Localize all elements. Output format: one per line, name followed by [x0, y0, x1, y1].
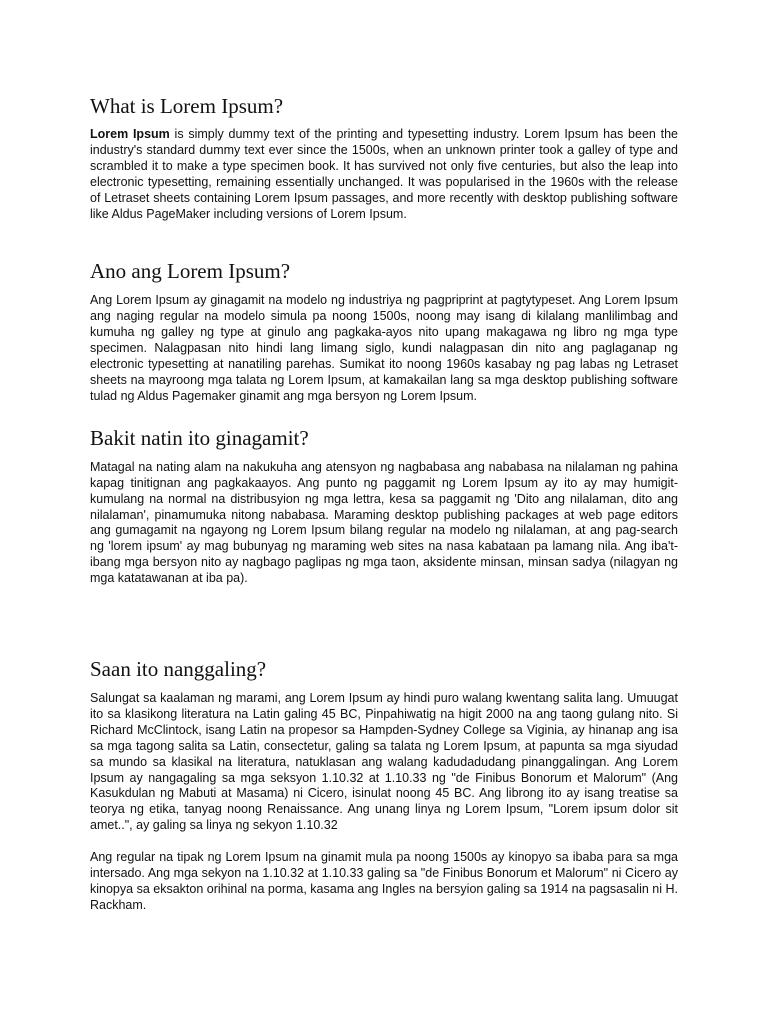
lead-bold-term: Lorem Ipsum: [90, 127, 170, 141]
section-paragraph-saan-ito-nanggaling: Salungat sa kaalaman ng marami, ang Lorem Ipsum ay hindi puro walang kwentang salita lang. Umuugat ito sa klasikong literatura na Latin galing 45 BC, Pinpahiwatig na higit 2000 na ang taong gulang nito. Si Richard McClintock, isang Latin na propesor sa Hampden-Sydney College sa Viginia, ay hinanap ang isa sa mga tagong salita sa Latin, consectetur, galing sa talata ng Lorem Ipsum, at papunta sa mga siyudad sa mundo sa klasikal na literatura, natuklasan ang walang kadudadudang pinanggalingan. Ang Lorem Ipsum ay nangagaling sa mga seksyon 1.10.32 at 1.10.33 ng "de Finibus Bonorum et Malorum" (Ang Kasukdulan ng Mabuti at Masama) ni Cicero, isinulat noong 45 BC. Ang librong ito ay isang treatise sa teorya ng etika, tanyag noong Renaissance. Ang unang linya ng Lorem Ipsum, "Lorem ipsum dolor sit amet..", ay galing sa linya ng sekyon 1.10.32: [90, 691, 678, 833]
document-page: [90, 0, 678, 914]
paragraph-body: is simply dummy text of the printing and typesetting industry. Lorem Ipsum has been the industry's standard dummy text ever since the 1500s, when an unknown printer took a galley of type and scrambled it to make a type specimen book. It has survived not only five centuries, but also the leap into electronic typesetting, remaining essentially unchanged. It was popularised in the 1960s with the release of Letraset sheets containing Lorem Ipsum passages, and more recently with desktop publishing software like Aldus PageMaker including versions of Lorem Ipsum.: [90, 127, 678, 221]
section-heading-bakit-natin-ito-ginagamit: Bakit natin ito ginagamit?: [90, 425, 309, 450]
section-paragraph-what-is-lorem-ipsum: [90, 127, 678, 222]
section-heading-what-is-lorem-ipsum: What is Lorem Ipsum?: [90, 94, 284, 118]
section-paragraph-bakit-natin-ito-ginagamit: Matagal na nating alam na nakukuha ang atensyon ng nagbabasa ang nababasa na nilalaman ng pahina kapag tinitignan ang pagkakaayos. Ang punto ng paggamit ng Lorem Ipsum ay ito ay may humigit-kumulang na normal na distribusyion ng mga lettra, kesa sa paggamit ng 'Dito ang nilalaman, dito ang nilalaman', pinamumuka nitong nababasa. Maraming desktop publishing packages at web page editors ang gumagamit na ngayong ng Lorem Ipsum bilang regular na modelo ng nilalaman, at ang pag-search ng 'lorem ipsum' ay mag bubunyag ng maraming web sites na nasa kabataan pa lamang nila. Ang iba't-ibang mga bersyon nito ay nagbago paglipas ng mga taon, aksidente minsan, minsan sadya (nilagyan ng mga katatawanan at iba pa).: [90, 459, 678, 586]
section-paragraph-ano-ang-lorem-ipsum: Ang Lorem Ipsum ay ginagamit na modelo ng industriya ng pagpriprint at pagtytypeset. Ang Lorem Ipsum ang naging regular na modelo simula pa noong 1500s, noong may isang di kilalang manlilimbag and kumuha ng galley ng type at ginulo ang pagkaka-ayos nito upang makagawa ng libro ng mga type specimen. Nalagpasan nito hindi lang limang siglo, kundi nalagpasan din nito ang paglaganap ng electronic typesetting at nanatiling parehas. Sumikat ito noong 1960s kasabay ng pag labas ng Letraset sheets na mayroong mga talata ng Lorem Ipsum, at kamakailan lang sa mga desktop publishing software tulad ng Aldus Pagemaker ginamit ang mga bersyon ng Lorem Ipsum.: [90, 293, 678, 403]
section-paragraph-saan-ito-nanggaling-2: Ang regular na tipak ng Lorem Ipsum na ginamit mula pa noong 1500s ay kinopyo sa ibaba para sa mga intersado. Ang mga sekyon na 1.10.32 at 1.10.33 galing sa "de Finibus Bonorum et Malorum" ni Cicero ay kinopya sa eksakton orihinal na porma, kasama ang Ingles na bersyion galing sa 1914 na pagsasalin ni H. Rackham.: [90, 850, 678, 912]
section-heading-saan-ito-nanggaling: Saan ito nanggaling?: [90, 657, 267, 682]
section-heading-ano-ang-lorem-ipsum: Ano ang Lorem Ipsum?: [90, 259, 291, 284]
